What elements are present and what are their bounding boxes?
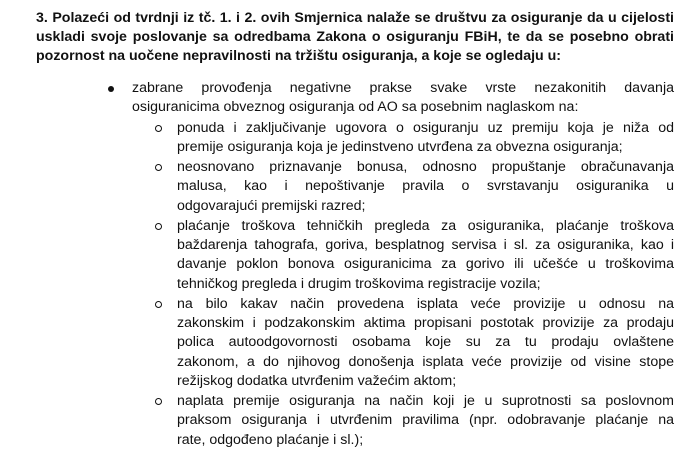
subitem-4-line-1: na bilo kakav način provedena isplata veće provizije u odnosu na xyxy=(177,296,674,312)
subitem-circle-icon xyxy=(155,164,162,171)
heading-line-2: uskladi svoje poslovanje sa odredbama Zakona o osiguranju FBiH, te da se posebno obrati xyxy=(36,29,674,45)
heading-line-1 xyxy=(36,9,674,27)
subitem-4-line-5: režijskog dodatka utvrđenim važećim aktom; xyxy=(177,373,457,389)
subitem-1-line-1: ponuda i zaključivanje ugovora o osiguranju uz premiju koja je niža od xyxy=(177,120,674,136)
subitem-5-line-2: praksom osiguranja i utvrđenim pravilima (npr. odobravanje plaćanje na xyxy=(177,412,674,428)
subitem-3-line-4: tehničkog pregleda i drugim troškovima registracije vozila; xyxy=(177,276,541,292)
subitem-2-line-3: odgovarajući premijski razred; xyxy=(177,198,366,214)
subitem-4-line-2: zakonskim i podzakonskim aktima propisani postotak provizije za prodaju xyxy=(177,315,674,331)
bullet-line-1: zabrane provođenja negativne prakse svake vrste nezakonitih davanja xyxy=(132,80,674,96)
subitem-circle-icon xyxy=(155,301,162,308)
subitem-circle-icon xyxy=(155,223,162,230)
subitem-1-line-2: premije osiguranja koja je jedinstveno utvrđena za obvezna osiguranja; xyxy=(177,139,623,155)
subitem-circle-icon xyxy=(155,125,162,132)
bullet-disc-icon xyxy=(108,86,114,92)
heading-number: 3. xyxy=(36,10,48,26)
subitem-5-line-3: rate, odgođeno plaćanje i sl.); xyxy=(177,432,364,448)
subitem-3-line-1: plaćanje troškova tehničkih pregleda za osiguranika, plaćanje troškova xyxy=(177,218,674,234)
heading-line-3: pozornost na uočene nepravilnosti na tržištu osiguranja, a koje se ogledaju u: xyxy=(36,48,562,64)
subitem-4-line-3: polica autoodgovornosti osobama koje su za tu prodaju ovlaštene xyxy=(177,334,674,350)
subitem-4-line-4: zakonom, a do njihovog donošenja isplata veće provizije od visine stope xyxy=(177,354,674,370)
bullet-line-2: osiguranicima obveznog osiguranja od AO sa posebnim naglaskom na: xyxy=(132,99,579,115)
subitem-2-line-1: neosnovano priznavanje bonusa, odnosno propuštanje obračunavanja xyxy=(177,159,674,175)
heading-text-1: Polazeći od tvrdnji iz tč. 1. i 2. ovih Smjernica nalaže se društvu za osiguranje da u cijelosti xyxy=(47,10,674,26)
subitem-2-line-2: malusa, kao i nepoštivanje pravila o svrstavanju osiguranika u xyxy=(177,178,674,194)
subitem-3-line-3: davanje poklon bonova osiguranicima za gorivo ili učešće u troškovima xyxy=(177,256,674,272)
subitem-5-line-1: naplata premije osiguranja na način koji je u suprotnosti sa poslovnom xyxy=(177,393,674,409)
subitem-3-line-2: baždarenja tahografa, goriva, besplatnog servisa i sl. za osiguranika, kao i xyxy=(177,237,674,253)
subitem-circle-icon xyxy=(155,398,162,405)
